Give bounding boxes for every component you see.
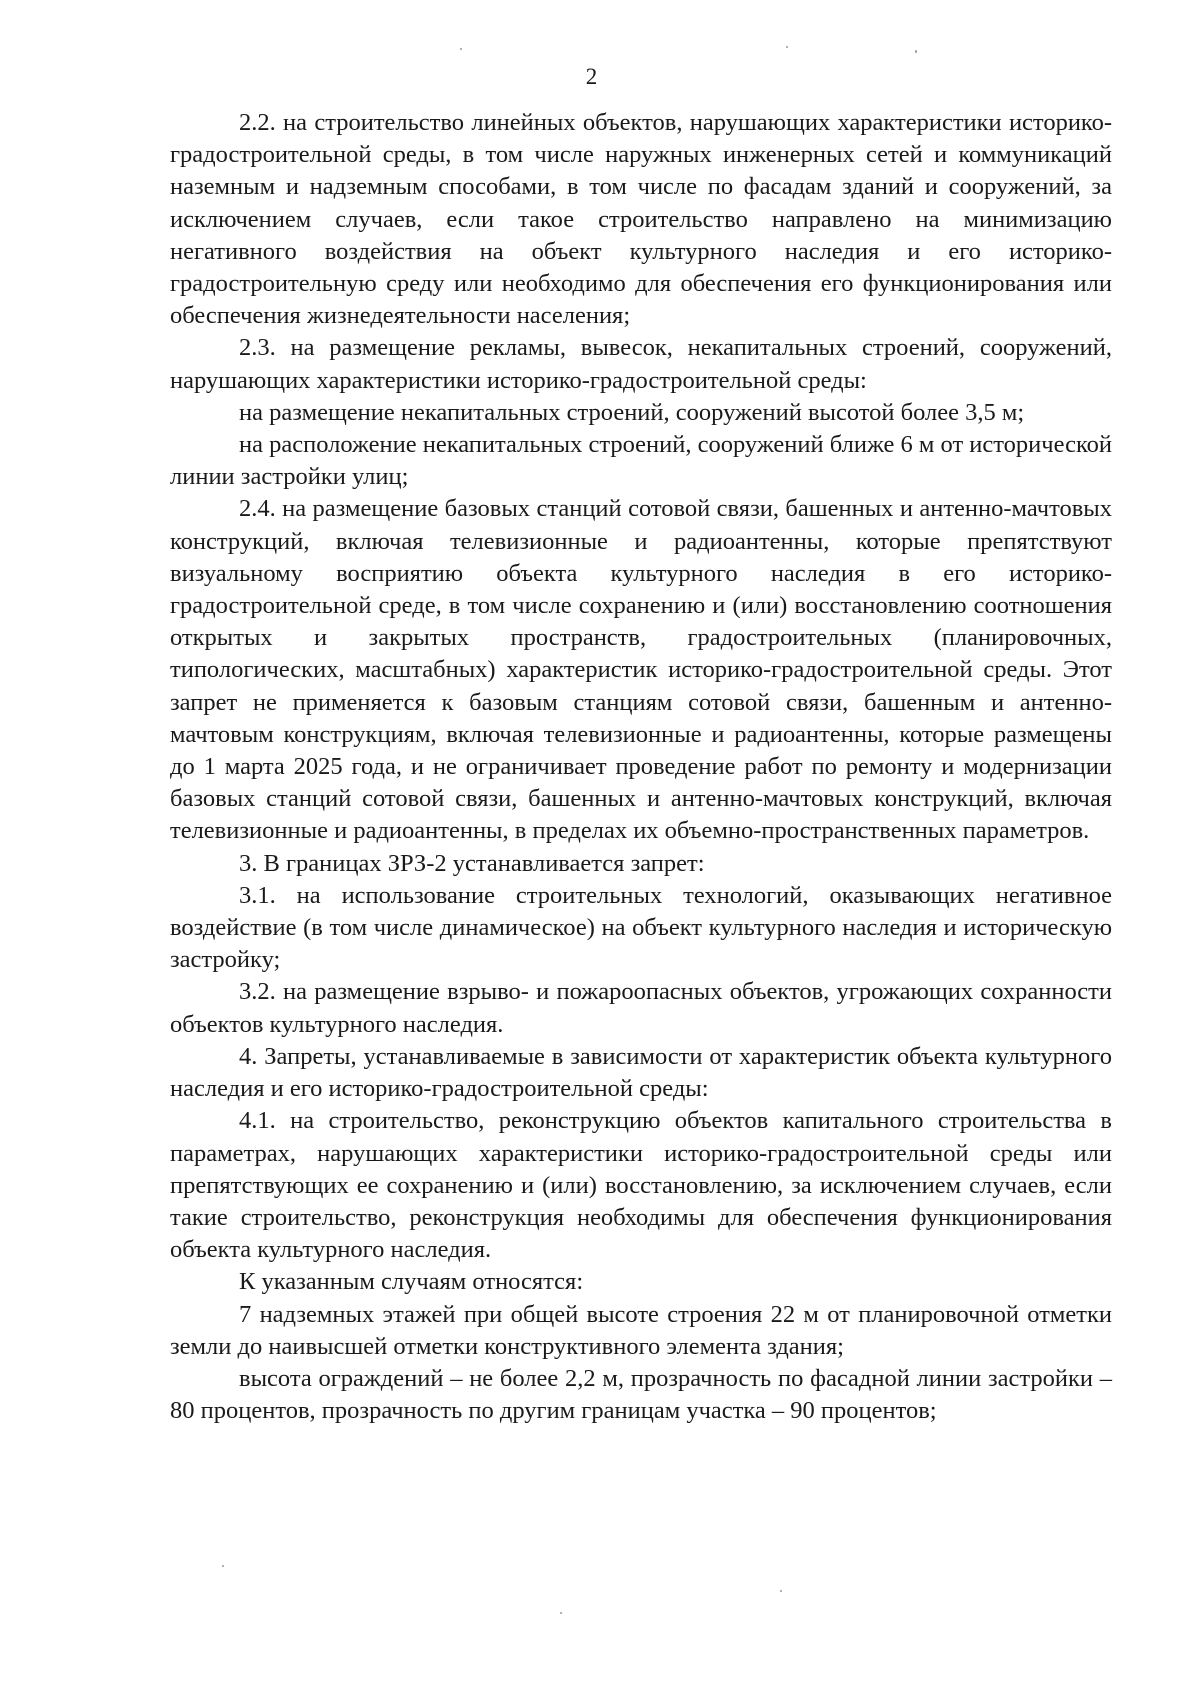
paragraph-fences: высота ограждений – не более 2,2 м, прозрачность по фасадной линии застройки – 80 процентов, прозрачность по другим границам участка – 90 процентов;	[170, 1364, 1112, 1425]
scan-speck	[780, 1590, 782, 1592]
paragraph-2-3-item-height: на размещение некапитальных строений, сооружений высотой более 3,5 м;	[239, 398, 1025, 426]
document-body	[170, 107, 1112, 1427]
scan-speck	[560, 1612, 562, 1614]
paragraph-3-2: 3.2. на размещение взрыво- и пожароопасных объектов, угрожающих сохранности объектов культурного наследия.	[170, 978, 1112, 1038]
paragraph-3-1: 3.1. на использование строительных технологий, оказывающих негативное воздействие (в том числе динамическое) на объект культурного наследия и историческую застройку;	[170, 881, 1112, 974]
paragraph-2-4: 2.4. на размещение базовых станций сотовой связи, башенных и антенно-мачтовых конструкций, включая телевизионные и радиоантенны, которые препятствуют визуальному восприятию объекта культурного наследия в его историко-градостроительной среде, в том числе сохранению и (или) восстановлению соотношения открытых и закрытых пространств, градостроительных (планировочных, типологических, масштабных) характеристик историко-градостроительной среды. Этот запрет не применяется к базовым станциям сотовой связи, башенным и антенно-мачтовым конструкциям, включая телевизионные и радиоантенны, которые размещены до 1 марта 2025 года, и не ограничивает проведение работ по ремонту и модернизации базовых станций сотовой связи, башенных и антенно-мачтовых конструкций, включая телевизионные и радиоантенны, в пределах их объемно-пространственных параметров.	[170, 495, 1112, 845]
paragraph-floors: 7 надземных этажей при общей высоте строения 22 м от планировочной отметки земли до наивысшей отметки конструктивного элемента здания;	[170, 1300, 1112, 1360]
paragraph-4-1: 4.1. на строительство, реконструкцию объектов капитального строительства в параметрах, нарушающих характеристики историко-градостроительной среды или препятствующих ее сохранению и (или) восстановлению, за исключением случаев, если такие строительство, реконструкция необходимы для обеспечения функционирования объекта культурного наследия.	[170, 1107, 1112, 1264]
paragraph-cases-intro: К указанным случаям относятся:	[239, 1268, 584, 1296]
scan-speck	[222, 1565, 224, 1567]
paragraph-2-3: 2.3. на размещение рекламы, вывесок, некапитальных строений, сооружений, нарушающих характеристики историко-градостроительной среды:	[170, 334, 1112, 394]
scan-speck	[786, 46, 788, 48]
page-number: 2	[585, 64, 598, 89]
paragraph-4: 4. Запреты, устанавливаемые в зависимости от характеристик объекта культурного наследия и его историко-градостроительной среды:	[170, 1042, 1112, 1103]
paragraph-2-2: 2.2. на строительство линейных объектов, нарушающих характеристики историко-градостроительной среды, в том числе наружных инженерных сетей и коммуникаций наземным и надземным способами, в том числе по фасадам зданий и сооружений, за исключением случаев, если такое строительство направлено на минимизацию негативного воздействия на объект культурного наследия и его историко-градостроительную среду или необходимо для обеспечения его функционирования или обеспечения жизнедеятельности населения;	[170, 109, 1112, 330]
scan-speck	[460, 48, 462, 50]
scan-speck	[915, 50, 917, 53]
paragraph-2-3-item-distance: на расположение некапитальных строений, сооружений ближе 6 м от исторической линии застройки улиц;	[170, 431, 1112, 491]
paragraph-3: 3. В границах ЗРЗ-2 устанавливается запрет:	[239, 849, 705, 877]
